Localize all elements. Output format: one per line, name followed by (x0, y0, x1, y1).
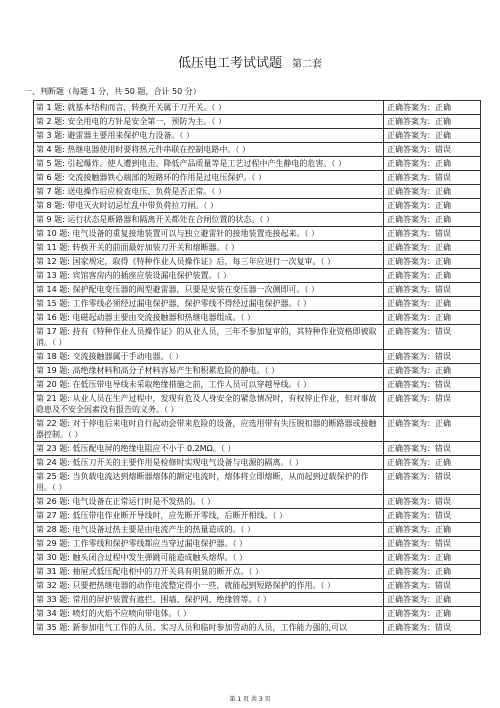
question-text: 第 27 题: 低压带电作业断开导线时，应先断开零线，后断开相线。（ ） (34, 509, 384, 523)
question-text: 第 6 题: 交流接触器铁心端部的短路环的作用是过电压保护。（ ） (34, 171, 384, 185)
question-text: 第 32 题: 只要把热继电器的动作电流整定得小一些，就能起到短路保护的作用。（ ） (34, 579, 384, 593)
table-row (34, 551, 481, 565)
question-text: 第 26 题: 电气设备在正常运行时是不发热的。（ ） (34, 495, 384, 509)
answer-text: 正确答案为：正确 (384, 297, 481, 311)
question-text: 第 1 题: 就基本结构而言，转换开关属于刀开关。（ ） (34, 101, 384, 115)
table-row (34, 241, 481, 255)
question-text: 第 9 题: 运行状态是断路器和隔离开关都处在合闸位置的状态。（ ） (34, 213, 384, 227)
question-text: 第 31 题: 抽屉式低压配电柜中的刀开关具有明显的断开点。（ ） (34, 565, 384, 579)
answer-text: 正确答案为：错误 (384, 495, 481, 509)
question-text: 第 13 题: 宾馆客房内的插座应装设漏电保护装置。（ ） (34, 269, 384, 283)
table-row (34, 157, 481, 171)
question-text: 第 5 题: 引起爆炸、使人遭到电击、降低产品质量等是工艺过程中产生静电的危害。（ ） (34, 157, 384, 171)
question-text: 第 2 题: 安全用电的方针是安全第一，预防为主。（ ） (34, 115, 384, 129)
answer-text: 正确答案为：错误 (384, 392, 481, 417)
question-text: 第 11 题: 转换开关的前面最好加装刀开关和熔断器。（ ） (34, 241, 384, 255)
answer-text: 正确答案为：正确 (384, 565, 481, 579)
question-text: 第 19 题: 高绝缘材料和高分子材料容易产生和积累危险的静电。（ ） (34, 364, 384, 378)
question-text: 第 10 题: 电气设备的重复接地装置可以与独立避雷针的接地装置连接起来。（ ） (34, 227, 384, 241)
table-row (34, 199, 481, 213)
page-footer: 第 1 页 共 3 页 (229, 696, 271, 703)
question-text: 第 15 题: 工作零线必须经过漏电保护器，保护零线不得经过漏电保护器。（ ） (34, 297, 384, 311)
answer-text: 正确答案为：错误 (384, 442, 481, 456)
answer-text: 正确答案为：错误 (384, 378, 481, 392)
answer-text: 正确答案为：正确 (384, 456, 481, 470)
question-text: 第 34 题: 喷灯的火焰不应喷向带电体。（ ） (34, 607, 384, 621)
question-text: 第 28 题: 电气设备过热主要是由电流产生的热量造成的。（ ） (34, 523, 384, 537)
answer-text: 正确答案为：正确 (384, 364, 481, 378)
question-text: 第 17 题: 持有《特种作业人员操作证》的从业人员，三年不参加复审的，其特种作业资格即被取消。（ ） (34, 325, 384, 350)
answer-text: 正确答案为：正确 (384, 101, 481, 115)
question-text: 第 30 题: 触头闭合过程中发生弹跳可能造成触头熔焊。（ ） (34, 551, 384, 565)
table-row (34, 417, 481, 442)
question-text: 第 12 题: 国家规定，取得《特种作业人员操作证》后，每三年应进行一次复审。（ ） (34, 255, 384, 269)
answer-text: 正确答案为：正确 (384, 269, 481, 283)
answer-text: 正确答案为：正确 (384, 115, 481, 129)
table-row (34, 101, 481, 115)
answer-text: 正确答案为：错误 (384, 509, 481, 523)
table-row (34, 593, 481, 607)
section-header: 一、判断题（每题 1 分，共 50 题，合计 50 分） (24, 87, 201, 96)
answer-text: 正确答案为：错误 (384, 621, 481, 635)
question-table (33, 100, 481, 635)
answer-text: 正确答案为：错误 (384, 227, 481, 241)
answer-text: 正确答案为：错误 (384, 171, 481, 185)
question-text: 第 33 题: 常用的屏护装置有遮拦、围墙、保护网、绝缘管等。（ ） (34, 593, 384, 607)
table-row (34, 213, 481, 227)
answer-text: 正确答案为：正确 (384, 255, 481, 269)
answer-text: 正确答案为：正确 (384, 311, 481, 325)
table-row (34, 255, 481, 269)
table-row (34, 378, 481, 392)
answer-text: 正确答案为：错误 (384, 325, 481, 350)
question-text: 第 24 题: 低压刀开关的主要作用是检修时实现电气设备与电源的隔离。（ ） (34, 456, 384, 470)
table-row (34, 523, 481, 537)
answer-text: 正确答案为：错误 (384, 143, 481, 157)
table-row (34, 456, 481, 470)
answer-text: 正确答案为：正确 (384, 129, 481, 143)
table-row (34, 470, 481, 495)
table-row (34, 311, 481, 325)
question-text: 第 20 题: 在低压带电导线未采取绝缘措施之前，工作人员可以穿越导线。（ ） (34, 378, 384, 392)
question-text: 第 3 题: 避雷器主要用来保护电力设备。（ ） (34, 129, 384, 143)
answer-text: 正确答案为：错误 (384, 537, 481, 551)
table-row (34, 297, 481, 311)
table-row (34, 537, 481, 551)
table-row (34, 115, 481, 129)
answer-text: 正确答案为：错误 (384, 579, 481, 593)
title-subtitle: 第二套 (292, 59, 322, 70)
table-row (34, 269, 481, 283)
question-text: 第 22 题: 对于停电后来电时自行起动会带来危险的设备，应选用带有失压脱扣器的断路器或接触器控制。（ ） (34, 417, 384, 442)
answer-text: 正确答案为：正确 (384, 199, 481, 213)
question-text: 第 21 题: 从业人员在生产过程中，发现有危及人身安全的紧急情况时，有权停止作业，但对事故隐患及不安全因素没有报告的义务。（ ） (34, 392, 384, 417)
question-text: 第 14 题: 保护配电变压器的阀型避雷器，只要是安装在变压器一次侧即可。（ ） (34, 283, 384, 297)
table-row (34, 364, 481, 378)
question-text: 第 29 题: 工作零线和保护零线都应当穿过漏电保护器。（ ） (34, 537, 384, 551)
answer-text: 正确答案为：正确 (384, 241, 481, 255)
table-row (34, 509, 481, 523)
table-row (34, 607, 481, 621)
table-row (34, 442, 481, 456)
table-row (34, 392, 481, 417)
table-row (34, 621, 481, 635)
table-row (34, 565, 481, 579)
question-text: 第 8 题: 带电灭火时切忌忙乱中带负荷拉刀闸。（ ） (34, 199, 384, 213)
answer-text: 正确答案为：正确 (384, 593, 481, 607)
answer-text: 正确答案为：正确 (384, 213, 481, 227)
question-text: 第 4 题: 热继电器使用时要将热元件串联在控制电路中。（ ） (34, 143, 384, 157)
question-text: 第 35 题: 新参加电气工作的人员、实习人员和临时参加劳动的人员，工作能力强的,可以 (34, 621, 384, 635)
table-row (34, 579, 481, 593)
answer-text: 正确答案为：正确 (384, 607, 481, 621)
question-text: 第 25 题: 当负载电流达到熔断器熔体的额定电流时，熔体将立即熔断，从而起到过载保护的作用。（ ） (34, 470, 384, 495)
table-row (34, 325, 481, 350)
table-row (34, 143, 481, 157)
question-text: 第 7 题: 送电操作后应检查电压、负荷是否正常。（ ） (34, 185, 384, 199)
answer-text: 正确答案为：正确 (384, 157, 481, 171)
answer-text: 正确答案为：正确 (384, 523, 481, 537)
answer-text: 正确答案为：正确 (384, 185, 481, 199)
question-table-body (34, 101, 481, 635)
question-text: 第 16 题: 电磁起动器主要由交流接触器和热继电器组成。（ ） (34, 311, 384, 325)
question-text: 第 23 题: 低压配电屏的绝缘电阻应不小于 0.2MΩ。（ ） (34, 442, 384, 456)
answer-text: 正确答案为：正确 (384, 551, 481, 565)
question-text: 第 18 题: 交流接触器属于手动电器。（ ） (34, 350, 384, 364)
document-title (0, 52, 500, 71)
answer-text: 正确答案为：错误 (384, 283, 481, 297)
answer-text: 正确答案为：正确 (384, 417, 481, 442)
table-row (34, 129, 481, 143)
answer-text: 正确答案为：错误 (384, 470, 481, 495)
table-row (34, 227, 481, 241)
table-row (34, 495, 481, 509)
table-row (34, 185, 481, 199)
table-row (34, 350, 481, 364)
answer-text: 正确答案为：错误 (384, 350, 481, 364)
table-row (34, 283, 481, 297)
title-text: 低压电工考试试题 (177, 56, 282, 71)
table-row (34, 171, 481, 185)
